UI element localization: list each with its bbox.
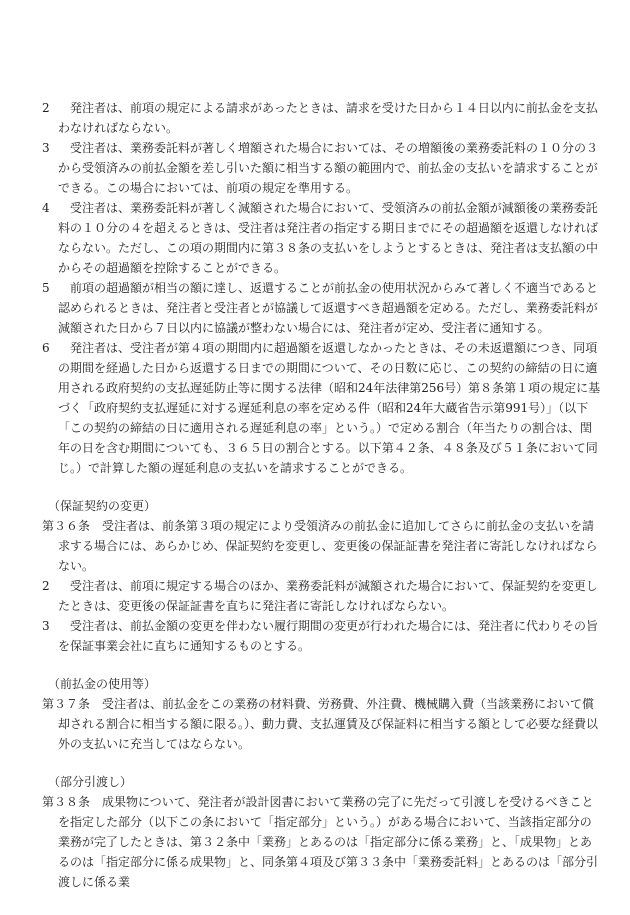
paragraph-6 [42,338,602,478]
paragraph-2 [42,98,602,138]
paragraph-text: 発注者は、受注者が第４項の期間内に超過額を返還しなかったときは、その未返還額につき、同項の期間を経過した日から返還する日までの期間について、その日数に応じ、この契約の締結の日に適用される政府契約の支払遅延防止等に関する法律（昭和24年法律第256号）第８条第１項の規定に基づく「政府契約支払遅延に対する遅延利息の率を定める件（昭和24年大蔵省告示第991号）」（以下「この契約の締結の日に適用される遅延利息の率」という。）で定める割合（年当たりの割合は、閏年の日を含む期間についても、３６５日の割合とする。以下第４２条、４８条及び５１条において同じ。）で計算した額の遅延利息の支払いを請求することができる。 [58,341,601,475]
paragraph-number: 2 [42,579,50,593]
section-heading: （部分引渡し） [48,775,133,789]
paragraph-5 [42,278,602,338]
paragraph-number: 6 [42,341,50,355]
section-heading: （前払金の使用等） [48,677,157,691]
article-36: 第３６条 受注者は、前条第３項の規定により受領済みの前払金に追加してさらに前払金の支払いを請求する場合には、あらかじめ、保証契約を変更し、変更後の保証証書を発注者に寄託しなければならない。 [42,519,598,573]
paragraph-number: 2 [42,101,50,115]
paragraph-text: 受注者は、業務委託料が著しく減額された場合において、受領済みの前払金額が減額後の業務委託料の１０分の４を超えるときは、受注者は発注者の指定する期日までにその超過額を返還しなければならない。ただし、この項の期間内に第３８条の支払いをしようとするときは、発注者は支払額の中からその超過額を控除することができる。 [58,201,599,275]
paragraph-text: 発注者は、前項の規定による請求があったときは、請求を受けた日から１４日以内に前払金を支払わなければならない。 [58,101,598,135]
paragraph-text: 受注者は、前払金額の変更を伴わない履行期間の変更が行われた場合には、発注者に代わりその旨を保証事業会社に直ちに通知するものとする。 [58,619,599,653]
paragraph-number: 3 [42,141,50,155]
paragraph-text: 受注者は、業務委託料が著しく増額された場合においては、その増額後の業務委託料の１０分の３から受領済みの前払金額を差し引いた額に相当する額の範囲内で、前払金の支払いを請求することができる。この場合においては、前項の規定を準用する。 [58,141,599,195]
article-36-item-2 [42,576,602,616]
paragraph-number: 4 [42,201,50,215]
article-36-item-3 [42,616,602,656]
paragraph-3 [42,138,602,198]
paragraph-text: 受注者は、前項に規定する場合のほか、業務委託料が減額された場合において、保証契約を変更したときは、変更後の保証証書を直ちに発注者に寄託しなければならない。 [58,579,598,613]
paragraph-number: 5 [42,281,50,295]
paragraph-text: 前項の超過額が相当の額に達し、返還することが前払金の使用状況からみて著しく不適当であると認められるときは、発注者と受注者とが協議して返還すべき超過額を定める。ただし、業務委託料が減額された日から７日以内に協議が整わない場合には、発注者が定め、受注者に通知する。 [58,281,599,335]
document-body [42,98,602,892]
paragraph-number: 3 [42,619,50,633]
section-heading: （保証契約の変更） [48,499,157,513]
article-38: 第３８条 成果物について、発注者が設計図書において業務の完了に先だって引渡しを受けるべきことを指定した部分（以下この条において「指定部分」という。）がある場合において、当該指定部分の業務が完了したときは、第３２条中「業務」とあるのは「指定部分に係る業務」と、「成果物」とあるのは「指定部分に係る成果物」と、同条第４項及び第３３条中「業務委託料」とあるのは「部分引渡しに係る業 [42,795,599,889]
paragraph-4 [42,198,602,278]
article-37: 第３７条 受注者は、前払金をこの業務の材料費、労務費、外注費、機械購入費（当該業務において償却される割合に相当する額に限る。）、動力費、支払運賃及び保証料に相当する額として必要な経費以外の支払いに充当してはならない。 [42,697,599,751]
